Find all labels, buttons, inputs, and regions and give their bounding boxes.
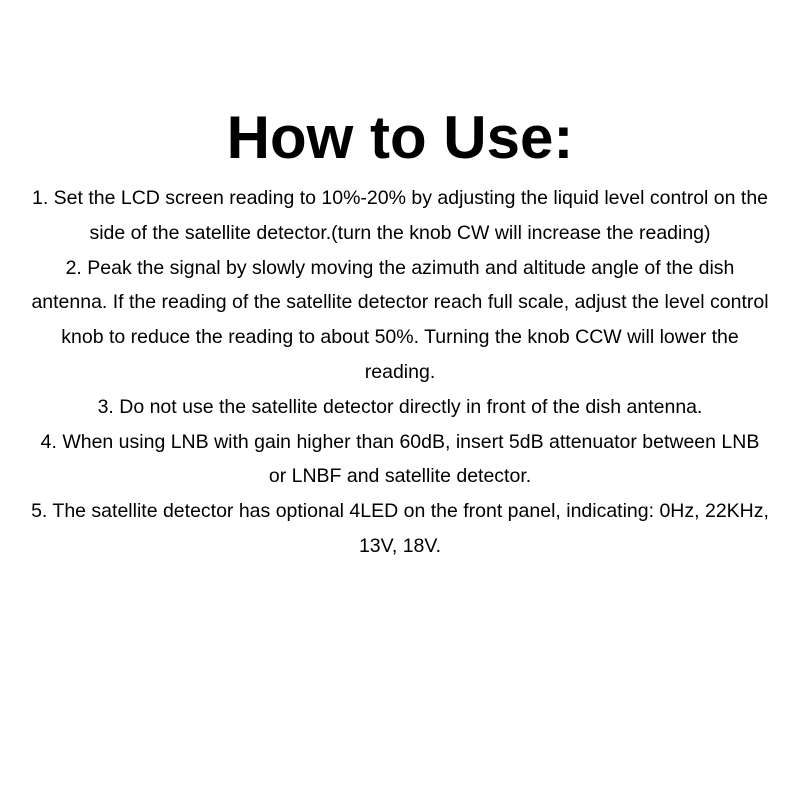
instruction-step-3: 3. Do not use the satellite detector directly in front of the dish antenna. [97,395,703,418]
instruction-step-4: 4. When using LNB with gain higher than 60dB, insert 5dB attenuator between LNB or LNBF and satellite detector. [40,430,760,488]
instruction-list [30,181,770,564]
instruction-step-2: 2. Peak the signal by slowly moving the azimuth and altitude angle of the dish antenna. If the reading of the satellite detector reach full scale, adjust the level control knob to reduce the reading to about 50%. Turning the knob CCW will lower the reading. [31,256,769,383]
instruction-step-1: 1. Set the LCD screen reading to 10%-20% by adjusting the liquid level control on the side of the satellite detector.(turn the knob CW will increase the reading) [31,187,769,244]
instruction-step-5: 5. The satellite detector has optional 4LED on the front panel, indicating: 0Hz, 22KHz, 13V, 18V. [31,500,769,557]
page-title: How to Use: [226,104,574,171]
